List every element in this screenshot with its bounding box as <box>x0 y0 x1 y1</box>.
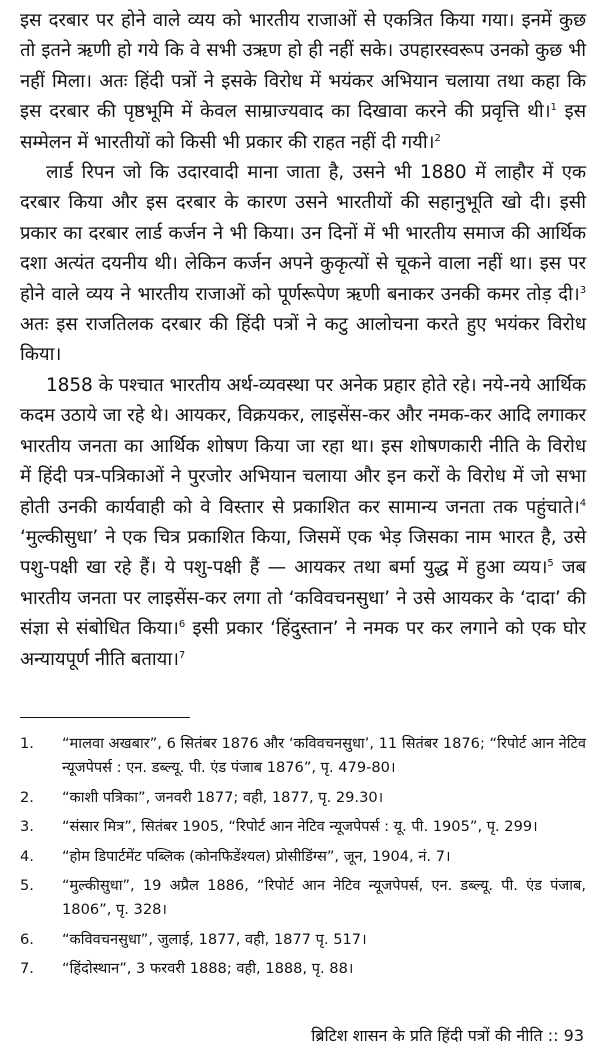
text-run: जब भारतीय जनता पर लाइसेंस-कर लगा तो ‘कविवचनसुधा’ ने उसे आयकर के ‘दादा’ की संज्ञा से संबोधित किया। <box>20 557 587 640</box>
footnote-2 <box>20 786 586 810</box>
paragraph-2 <box>20 158 586 371</box>
footnote-7 <box>20 957 586 981</box>
footnotes-list <box>20 732 586 982</box>
footnote-marker: 5 <box>547 558 554 570</box>
text-run: 1858 के पश्चात भारतीय अर्थ-व्यवस्था पर अनेक प्रहार होते रहे। नये-नये आर्थिक कदम उठाये जा रहे थे। आयकर, विक्रयकर, लाइसेंस-कर और नमक-कर आदि लगाकर भारतीय जनता का आर्थिक शोषण किया जा रहा था। इस शोषणकारी नीति के विरोध में हिंदी पत्र-पत्रिकाओं ने पुरजोर अभियान चलाया और इन करों के विरोध में जो सभा होती उनकी कार्यवाही को वे विस्तार से प्रकाशित कर सामान्य जनता तक पहुंचाते। <box>20 374 586 518</box>
footnote-number: 2. <box>20 788 34 806</box>
footnote-text: “हिंदोस्थान”, 3 फरवरी 1888; वही, 1888, पृ. 88। <box>62 960 354 978</box>
footnote-1 <box>20 732 586 781</box>
page-number: 93 <box>563 1026 584 1045</box>
footnote-6 <box>20 928 586 952</box>
running-footer-separator: :: <box>547 1026 559 1045</box>
body-text <box>20 6 586 675</box>
footnote-text: “संसार मित्र”, सितंबर 1905, “रिपोर्ट आन नेटिव न्यूजपेपर्स : यू. पी. 1905”, पृ. 299। <box>62 818 538 836</box>
footnote-text: “मालवा अखबार”, 6 सितंबर 1876 और ‘कविवचनसुधा’, 11 सितंबर 1876; “रिपोर्ट आन नेटिव न्यूजपेपर्स : एन. डब्ल्यू. पी. एंड पंजाब 1876”, पृ. 479-80। <box>62 734 586 777</box>
text-run: इसी प्रकार ‘हिंदुस्तान’ ने नमक पर कर लगाने को एक घोर अन्यायपूर्ण नीति बताया। <box>20 618 586 670</box>
footnote-marker: 2 <box>434 132 441 144</box>
text-run: ‘मुल्कीसुधा’ ने एक चित्र प्रकाशित किया, जिसमें एक भेड़ जिसका नाम भारत है, उसे पशु-पक्षी खा रहे हैं। ये पशु-पक्षी हैं — आयकर तथा बर्मा युद्ध में हुआ व्यय। <box>20 526 586 579</box>
footnote-number: 5. <box>20 876 34 894</box>
footnote-marker: 4 <box>579 497 586 509</box>
text-run: इस दरबार पर होने वाले व्यय को भारतीय राजाओं से एकत्रित किया गया। इनमें कुछ तो इतने ऋणी हो गये कि वे सभी उऋण हो ही नहीं सके। उपहारस्वरूप उनको कुछ भी नहीं मिला। अतः हिंदी पत्रों ने इसके विरोध में भयंकर अभियान चलाया तथा कहा कि इस दरबार की पृष्ठभूमि में केवल साम्राज्यवाद का दिखावा करने की प्रवृत्ति थी। <box>20 10 586 123</box>
text-run: अतः इस राजतिलक दरबार की हिंदी पत्रों ने कटु आलोचना करते हुए भयंकर विरोध किया। <box>20 314 586 366</box>
footnote-4 <box>20 845 586 869</box>
footnote-text: “होम डिपार्टमेंट पब्लिक (कोनफिडेंश्यल) प्रोसीडिंग्स”, जून, 1904, नं. 7। <box>62 847 451 865</box>
footnote-marker: 6 <box>178 618 186 630</box>
running-footer-title: ब्रिटिश शासन के प्रति हिंदी पत्रों की नीति <box>311 1026 543 1045</box>
footnote-number: 1. <box>20 734 34 752</box>
footnote-marker: 3 <box>579 284 586 296</box>
footnote-number: 3. <box>20 818 34 836</box>
text-run: इस सम्मेलन में भारतीयों को किसी भी प्रकार की राहत नहीं दी गयी। <box>20 101 586 153</box>
footnote-marker: 7 <box>178 649 186 661</box>
footnote-number: 7. <box>20 960 34 978</box>
footnote-number: 6. <box>20 930 34 948</box>
paragraph-1 <box>20 6 586 158</box>
footnote-marker: 1 <box>550 102 557 114</box>
paragraph-3 <box>20 371 586 675</box>
footnote-3 <box>20 815 586 839</box>
footnote-5 <box>20 874 586 923</box>
running-footer <box>311 1026 584 1046</box>
footnote-text: “मुल्कीसुधा”, 19 अप्रैल 1886, “रिपोर्ट आन नेटिव न्यूजपेपर्स, एन. डब्ल्यू. पी. एंड पंजाब, 1806”, पृ. 328। <box>62 876 586 919</box>
footnote-text: “काशी पत्रिका”, जनवरी 1877; वही, 1877, पृ. 29.30। <box>62 788 384 806</box>
text-run: लार्ड रिपन जो कि उदारवादी माना जाता है, उसने भी 1880 में लाहौर में एक दरबार किया और इस दरबार के कारण उसने भारतीयों की सहानुभूति खो दी। इसी प्रकार का दरबार लार्ड कर्जन ने भी किया। उन दिनों में भी भारतीय समाज की आर्थिक दशा अत्यंत दयनीय थी। लेकिन कर्जन अपने कुकृत्यों से चूकने वाला नहीं था। इस पर होने वाले व्यय ने भारतीय राजाओं को पूर्णरूपेण ऋणी बनाकर उनकी कमर तोड़ दी। <box>20 162 586 305</box>
footnote-text: “कविवचनसुधा”, जुलाई, 1877, वही, 1877 पृ. 517। <box>62 930 367 948</box>
footnote-number: 4. <box>20 847 34 865</box>
footnote-divider <box>20 717 190 718</box>
